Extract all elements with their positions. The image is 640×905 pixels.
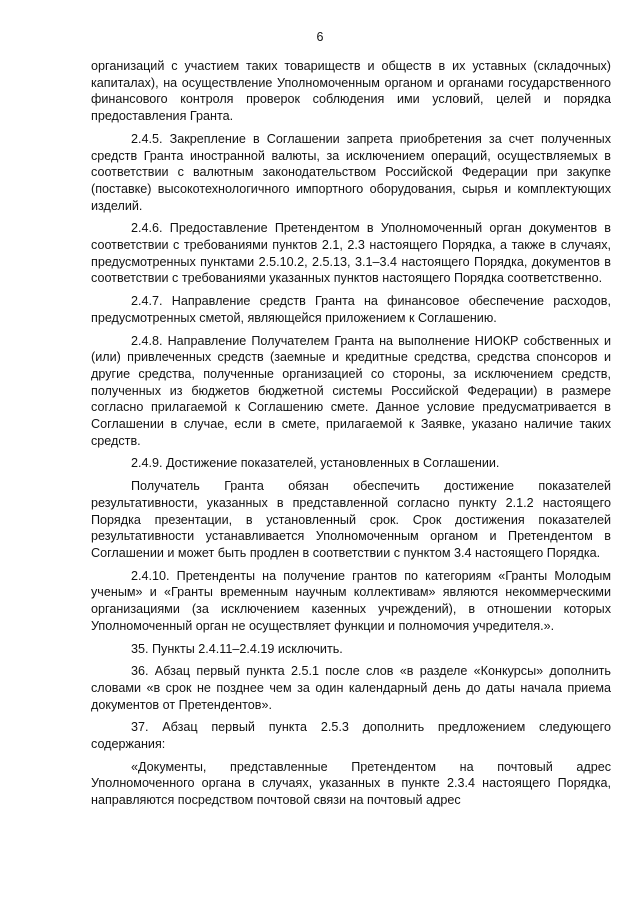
paragraph-item-36: 36. Абзац первый пункта 2.5.1 после слов «в разделе «Конкурсы» дополнить словами «в срок не позднее чем за один календарный день до даты начала приема документов от Претендентов». bbox=[91, 664, 611, 712]
paragraph-recipient-obligation: Получатель Гранта обязан обеспечить достижение показателей результативности, указанных в представленной согласно пункту 2.1.2 настоящего Порядка презентации, в установленный срок. Срок достижения показателей результативности устанавливается Уполномоченным органом и Претендентом в Соглашении и может быть продлен в соответствии с пунктом 3.4 настоящего Порядка. bbox=[91, 479, 611, 560]
paragraph-2-4-5: 2.4.5. Закрепление в Соглашении запрета приобретения за счет полученных средств Гранта иностранной валюты, за исключением операций, осуществляемых в соответствии с валютным законодательством Российской Федерации при закупке (поставке) высокотехнологичного импортного оборудования, сырья и комплектующих изделий. bbox=[91, 131, 611, 213]
document-body bbox=[91, 58, 611, 815]
paragraph-2-4-9: 2.4.9. Достижение показателей, установленных в Соглашении. bbox=[131, 456, 500, 471]
paragraph-2-4-7: 2.4.7. Направление средств Гранта на финансовое обеспечение расходов, предусмотренных сметой, являющейся приложением к Соглашению. bbox=[91, 294, 611, 325]
paragraph-continuation: организаций с участием таких товариществ и обществ в их уставных (складочных) капиталах), на осуществление Уполномоченным органом и органами государственного финансового контроля проверок соблюдения ими условий, целей и порядка предоставления Гранта. bbox=[91, 59, 611, 124]
paragraph-2-4-8: 2.4.8. Направление Получателем Гранта на выполнение НИОКР собственных и (или) привлеченных средств (заемные и кредитные средства, средства спонсоров и другие средства, полученные организацией со стороны, за исключением средств, полученных из бюджетов бюджетной системы Российской Федерации) в размере согласно прилагаемой к Соглашению смете. Данное условие предусматривается в Соглашении в случае, если в смете, прилагаемой к Заявке, указано наличие таких средств. bbox=[91, 333, 611, 448]
paragraph-item-37: 37. Абзац первый пункта 2.5.3 дополнить предложением следующего содержания: bbox=[91, 720, 611, 752]
paragraph-2-4-10: 2.4.10. Претенденты на получение грантов по категориям «Гранты Молодым ученым» и «Гранты временным научным коллективам» являются некоммерческими организациями (за исключением казенных учреждений), в отношении которых Уполномоченный орган не осуществляет функции и полномочия учредителя.». bbox=[91, 568, 611, 633]
paragraph-2-4-6: 2.4.6. Предоставление Претендентом в Уполномоченный орган документов в соответствии с требованиями пунктов 2.1, 2.3 настоящего Порядка, а также в случаях, предусмотренных пунктами 2.5.10.2, 2.5.13, 3.1–3.4 настоящего Порядка, документов в соответствии с требованиями указанных пунктов настоящего Порядка соответственно. bbox=[91, 221, 611, 286]
page-number: 6 bbox=[316, 30, 324, 44]
paragraph-quoted-documents: «Документы, представленные Претендентом на почтовый адрес Уполномоченного органа в случаях, указанных в пункте 2.3.4 настоящего Порядка, направляются посредством почтовой связи на почтовый адрес bbox=[91, 759, 611, 808]
paragraph-item-35: 35. Пункты 2.4.11–2.4.19 исключить. bbox=[131, 641, 343, 656]
